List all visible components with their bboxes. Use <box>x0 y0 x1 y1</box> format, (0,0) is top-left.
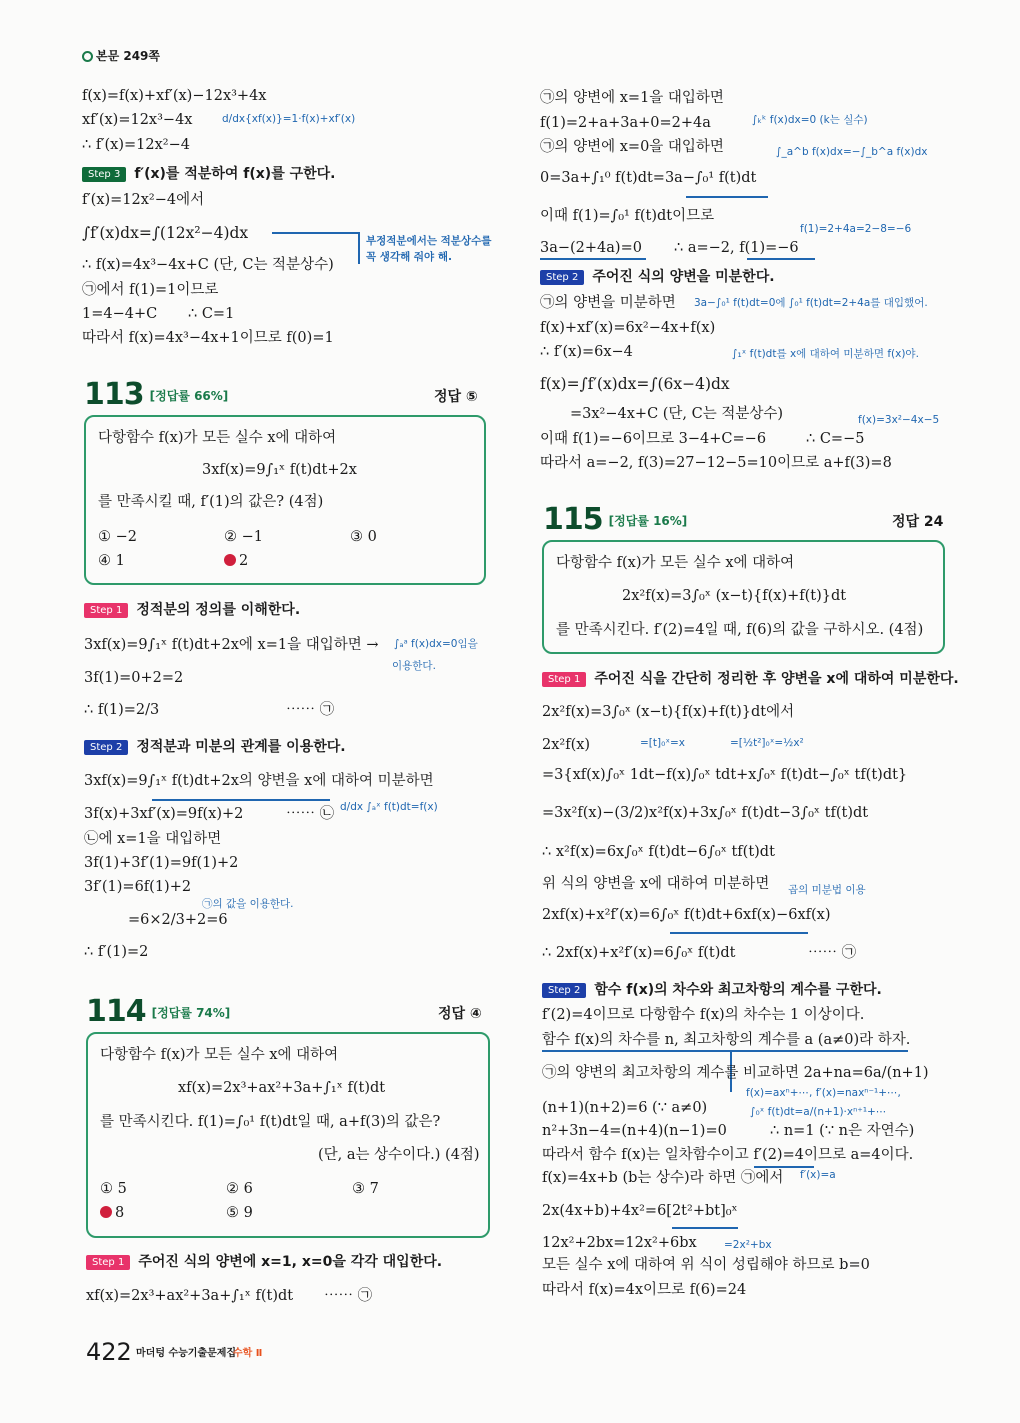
solution-line: ㉠의 양변에 x=1을 대입하면 <box>540 90 724 106</box>
choice-2[interactable]: ② −1 <box>224 529 263 545</box>
circle-bullet-icon <box>82 51 93 62</box>
underline <box>540 258 646 260</box>
problem-number: 114 <box>86 994 146 1029</box>
subject-label: 수학 Ⅱ <box>233 1348 263 1359</box>
question-line: xf(x)=2x³+ax²+3a+∫₁ˣ f(t)dt <box>178 1080 386 1096</box>
checkmark-icon <box>224 554 236 566</box>
solution-line: 3f(1)+3f′(1)=9f(1)+2 <box>84 855 239 871</box>
choice-1[interactable]: ① 5 <box>100 1181 127 1197</box>
annotation-note: ∫₀ˣ f(t)dt=a/(n+1)·xⁿ⁺¹+⋯ <box>750 1106 887 1118</box>
solution-line: ∴ x²f(x)=6x∫₀ˣ f(t)dt−6∫₀ˣ tf(t)dt <box>542 844 775 860</box>
choice-label: 8 <box>115 1205 125 1221</box>
solution-line: 3xf(x)=9∫₁ˣ f(t)dt+2x에 x=1을 대입하면 → <box>84 637 379 653</box>
underline <box>686 196 768 198</box>
solution-line: ∴ f′(x)=6x−4 <box>540 344 633 360</box>
step1-heading <box>542 669 959 689</box>
solution-line: ∴ a=−2, f(1)=−6 <box>674 240 799 256</box>
page-reference-label: 본문 249쪽 <box>96 49 161 63</box>
annotation-note: =[½t²]₀ˣ=½x² <box>730 737 804 749</box>
solution-line: 따라서 f(x)=4x³−4x+1이므로 f(0)=1 <box>82 330 334 346</box>
step-badge: Step 2 <box>540 270 584 285</box>
solution-line: ∴ 2xf(x)+x²f′(x)=6∫₀ˣ f(t)dt <box>542 945 736 961</box>
solution-line: ∴ f′(x)=12x²−4 <box>82 137 190 153</box>
step-badge: Step 1 <box>542 672 586 687</box>
equation-tag: ⋯⋯ ㉡ <box>286 806 335 822</box>
solution-line: 12x²+2bx=12x²+6bx <box>542 1235 697 1251</box>
annotation-note: ∫_a^b f(x)dx=−∫_b^a f(x)dx <box>776 146 928 158</box>
correct-rate: [정답률 16%] <box>608 514 688 528</box>
answer-label: 정답 ④ <box>438 1006 482 1022</box>
solution-line: 2xf(x)+x²f′(x)=6∫₀ˣ f(t)dt+6xf(x)−6xf(x) <box>542 907 831 923</box>
annotation-note: 3a−∫₀¹ f(t)dt=0에 ∫₀¹ f(t)dt=2+4a를 대입했어. <box>694 297 928 309</box>
annotation-note: =2x²+bx <box>724 1239 772 1251</box>
choice-4[interactable]: ④ 1 <box>98 553 125 569</box>
step-title: 함수 f(x)의 차수와 최고차항의 계수를 구한다. <box>594 982 882 998</box>
solution-line: ∫f′(x)dx=∫(12x²−4)dx <box>82 224 249 242</box>
annotation-note: d/dx ∫ₐˣ f(t)dt=f(x) <box>340 801 438 813</box>
annotation-note: f(x)=axⁿ+⋯, f′(x)=naxⁿ⁻¹+⋯, <box>746 1087 901 1099</box>
connector-line <box>272 232 358 234</box>
step-badge: Step 2 <box>84 740 128 755</box>
solution-line: 따라서 함수 f(x)는 일차함수이고 f′(2)=4이므로 a=4이다. <box>542 1147 914 1163</box>
solution-line: ㉡에 x=1을 대입하면 <box>84 831 222 847</box>
choice-4[interactable] <box>100 1203 124 1223</box>
equation-tag: ⋯⋯ ㉠ <box>324 1288 373 1304</box>
step-title: 정적분의 정의를 이해한다. <box>136 602 301 618</box>
question-line: 2x²f(x)=3∫₀ˣ (x−t){f(x)+f(t)}dt <box>622 588 847 604</box>
solution-line: 2x²f(x) <box>542 737 591 753</box>
solution-line: ∴ f′(1)=2 <box>84 944 149 960</box>
underline <box>670 932 808 934</box>
solution-line: f(x)=f(x)+xf′(x)−12x³+4x <box>82 88 267 104</box>
step1-heading <box>84 600 300 620</box>
annotation-note: f(1)=2+4a=2−8=−6 <box>800 223 912 235</box>
step2-heading <box>540 267 775 287</box>
correct-rate: [정답률 66%] <box>149 389 229 403</box>
solution-line: f(x)=4x+b (b는 상수)라 하면 ㉠에서 <box>542 1170 784 1186</box>
connector-line <box>358 232 360 264</box>
underline <box>542 1050 908 1052</box>
step-title: 정적분과 미분의 관계를 이용한다. <box>136 739 346 755</box>
solution-line: xf′(x)=12x³−4x <box>82 112 193 128</box>
solution-line: 1=4−4+C <box>82 306 158 322</box>
solution-line: =6×2/3+2=6 <box>128 912 228 928</box>
question-line: 다항함수 f(x)가 모든 실수 x에 대하여 <box>98 430 337 446</box>
question-line: 를 만족시킨다. f′(2)=4일 때, f(6)의 값을 구하시오. (4점) <box>556 622 924 638</box>
solution-line: xf(x)=2x³+ax²+3a+∫₁ˣ f(t)dt <box>86 1288 294 1304</box>
choice-3[interactable]: ③ 0 <box>350 529 377 545</box>
solution-line: 위 식의 양변을 x에 대하여 미분하면 <box>542 876 770 892</box>
solution-line: 따라서 a=−2, f(3)=27−12−5=10이므로 a+f(3)=8 <box>540 455 892 471</box>
annotation-note: ㉠의 값을 이용한다. <box>202 898 294 910</box>
step1-heading <box>86 1252 442 1272</box>
annotation-note: 부정적분에서는 적분상수를 <box>366 235 492 247</box>
underline <box>747 258 815 260</box>
question-line: 다항함수 f(x)가 모든 실수 x에 대하여 <box>100 1047 339 1063</box>
annotation-note: =[t]₀ˣ=x <box>640 737 685 749</box>
question-line: 를 만족시킬 때, f′(1)의 값은? (4점) <box>98 494 324 510</box>
solution-line: =3x²−4x+C (단, C는 적분상수) <box>570 406 784 422</box>
solution-line: f(x)+xf′(x)=6x²−4x+f(x) <box>540 320 716 336</box>
page-reference <box>82 46 160 66</box>
step-title: 주어진 식의 양변에 x=1, x=0을 각각 대입한다. <box>138 1254 443 1270</box>
question-line: 3xf(x)=9∫₁ˣ f(t)dt+2x <box>202 462 357 478</box>
annotation-note: ∫₁ˣ f(t)dt를 x에 대하여 미분하면 f(x)야. <box>732 348 919 360</box>
choice-5[interactable]: ⑤ 9 <box>226 1205 253 1221</box>
annotation-note: f′(x)=a <box>800 1169 836 1181</box>
solution-line: ∴ n=1 (∵ n은 자연수) <box>770 1123 915 1139</box>
problem-number: 113 <box>84 377 144 412</box>
checkmark-icon <box>100 1206 112 1218</box>
choice-3[interactable]: ③ 7 <box>352 1181 379 1197</box>
equation-tag: ⋯⋯ ㉠ <box>808 945 857 961</box>
solution-line: 3f′(1)=6f(1)+2 <box>84 879 192 895</box>
solution-line: f′(x)=12x²−4에서 <box>82 192 205 208</box>
annotation-note: 곱의 미분법 이용 <box>788 884 866 896</box>
solution-line: =3x²f(x)−(3/2)x²f(x)+3x∫₀ˣ f(t)dt−3∫₀ˣ tf(t)dt <box>542 805 869 821</box>
problem-number: 115 <box>543 502 603 537</box>
question-line: 다항함수 f(x)가 모든 실수 x에 대하여 <box>556 555 795 571</box>
problem-114-header <box>86 995 230 1030</box>
solution-line: 모든 실수 x에 대하여 위 식이 성립해야 하므로 b=0 <box>542 1257 870 1273</box>
choice-1[interactable]: ① −2 <box>98 529 137 545</box>
step2-heading <box>84 737 346 757</box>
solution-line: ㉠의 양변을 미분하면 <box>540 295 676 311</box>
problem-113-header <box>84 378 228 413</box>
solution-line: 이때 f(1)=∫₀¹ f(t)dt이므로 <box>540 208 715 224</box>
step-title: 주어진 식을 간단히 정리한 후 양변을 x에 대하여 미분한다. <box>594 671 959 687</box>
solution-line: 2x(4x+b)+4x²=6[2t²+bt]₀ˣ <box>542 1203 738 1219</box>
solution-line: f′(2)=4이므로 다항함수 f(x)의 차수는 1 이상이다. <box>542 1007 865 1023</box>
solution-line: n²+3n−4=(n+4)(n−1)=0 <box>542 1123 727 1139</box>
solution-line: f(x)=∫f′(x)dx=∫(6x−4)dx <box>540 375 730 393</box>
annotation-note: ∫ₖᵏ f(x)dx=0 (k는 실수) <box>752 114 868 126</box>
annotation-note: 이용한다. <box>392 660 436 672</box>
step-badge: Step 1 <box>86 1255 130 1270</box>
solution-line: f(1)=2+a+3a+0=2+4a <box>540 115 711 131</box>
solution-line: 2x²f(x)=3∫₀ˣ (x−t){f(x)+f(t)}dt에서 <box>542 704 795 720</box>
step-badge: Step 2 <box>542 983 586 998</box>
solution-line: (n+1)(n+2)=6 (∵ a≠0) <box>542 1100 708 1116</box>
choice-2[interactable]: ② 6 <box>226 1181 253 1197</box>
solution-line: 함수 f(x)의 차수를 n, 최고차항의 계수를 a (a≠0)라 하자. <box>542 1032 911 1048</box>
step-title: 주어진 식의 양변을 미분한다. <box>592 269 775 285</box>
annotation-note: ∫ₐᵃ f(x)dx=0임을 <box>394 638 478 650</box>
connector-line <box>152 799 330 801</box>
annotation-note: d/dx{xf(x)}=1·f(x)+xf′(x) <box>222 113 356 125</box>
annotation-note: f(x)=3x²−4x−5 <box>858 414 940 426</box>
question-line: 를 만족시킨다. f(1)=∫₀¹ f(t)dt일 때, a+f(3)의 값은? <box>100 1114 441 1130</box>
problem-115-header <box>543 503 687 538</box>
solution-line: ㉠의 양변에 x=0을 대입하면 <box>540 139 724 155</box>
solution-line: ∴ C=1 <box>188 306 235 322</box>
solution-line: 따라서 f(x)=4x이므로 f(6)=24 <box>542 1282 747 1298</box>
solution-line: ㉠의 양변의 최고차항의 계수를 비교하면 2a+na=6a/(n+1) <box>542 1065 929 1081</box>
solution-line: 0=3a+∫₁⁰ f(t)dt=3a−∫₀¹ f(t)dt <box>540 170 757 186</box>
question-line: (단, a는 상수이다.) (4점) <box>318 1147 480 1163</box>
annotation-note: 꼭 생각해 줘야 해. <box>366 251 452 263</box>
equation-tag: ⋯⋯ ㉠ <box>286 702 335 718</box>
choice-5[interactable] <box>224 551 248 571</box>
answer-label: 정답 ⑤ <box>434 389 478 405</box>
solution-line: =3{xf(x)∫₀ˣ 1dt−f(x)∫₀ˣ tdt+x∫₀ˣ f(t)dt−∫₀ˣ tf(t)dt} <box>542 767 908 783</box>
answer-label: 정답 24 <box>892 514 944 530</box>
solution-line: 3f(x)+3xf′(x)=9f(x)+2 <box>84 806 244 822</box>
step-title: f′(x)를 적분하여 f(x)를 구한다. <box>134 166 336 182</box>
step-badge: Step 3 <box>82 167 126 182</box>
book-title: 마더텅 수능기출문제집 <box>136 1348 237 1359</box>
solution-line: ∴ f(x)=4x³−4x+C (단, C는 적분상수) <box>82 257 334 273</box>
solution-line: 이때 f(1)=−6이므로 3−4+C=−6 <box>540 431 767 447</box>
page-number: 422 <box>86 1338 132 1366</box>
solution-line: ㉠에서 f(1)=1이므로 <box>82 282 219 298</box>
step-badge: Step 1 <box>84 603 128 618</box>
choice-label: 2 <box>239 553 249 569</box>
underline <box>672 1227 738 1229</box>
solution-line: 3xf(x)=9∫₁ˣ f(t)dt+2x의 양변을 x에 대하여 미분하면 <box>84 773 434 789</box>
solution-line: ∴ f(1)=2/3 <box>84 702 160 718</box>
solution-line: ∴ C=−5 <box>806 431 865 447</box>
solution-line: 3a−(2+4a)=0 <box>540 240 642 256</box>
correct-rate: [정답률 74%] <box>151 1006 231 1020</box>
step2-heading <box>542 980 882 1000</box>
step3-heading <box>82 164 336 184</box>
solution-line: 3f(1)=0+2=2 <box>84 670 184 686</box>
